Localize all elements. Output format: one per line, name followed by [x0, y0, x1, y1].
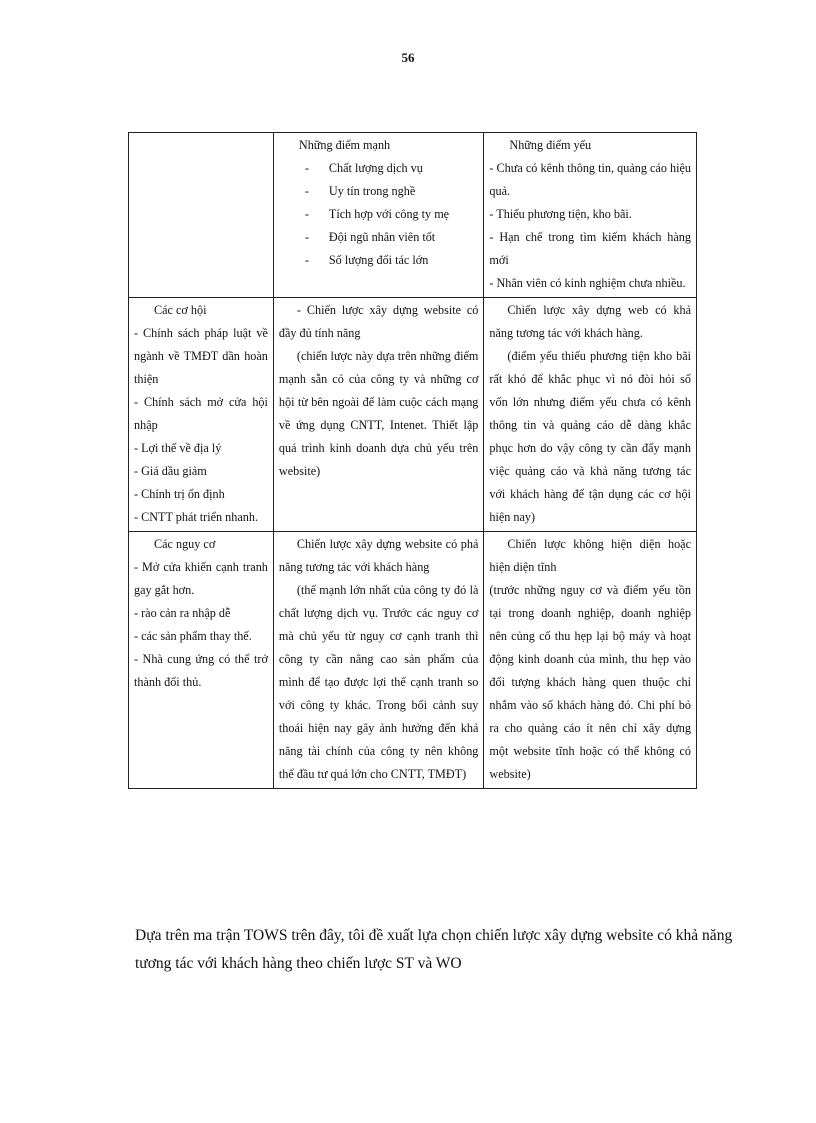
threat-item: - Mở cửa khiến cạnh tranh gay gắt hơn. [134, 560, 268, 597]
tows-matrix-table [128, 132, 697, 789]
wo-strategy-title: Chiến lược xây dựng web có khả năng tương tác với khách hàng. [489, 303, 691, 340]
conclusion-paragraph: Dựa trên ma trận TOWS trên đây, tôi đề xuất lựa chọn chiến lược xây dựng website có khả năng tương tác với khách hàng theo chiến lược ST và WO [135, 927, 733, 972]
threat-item: - các sản phẩm thay thế. [134, 629, 252, 643]
cell-opportunities [129, 298, 274, 532]
wt-strategy-text: (trước những nguy cơ và điểm yếu tồn tại trong doanh nghiệp, doanh nghiệp nên củng cố thu hẹp lại bộ máy và hoạt động kinh doanh của mình, thu hẹp vào đối tượng khách hàng quen thuộc chỉ nhắm vào số khách hàng đó. Chi phí bỏ ra cho quảng cáo ít nên chỉ xây dựng một website tĩnh hoặc có thể không có website) [489, 583, 691, 781]
table-row-threats [129, 532, 697, 789]
wo-strategy-text: (điểm yếu thiếu phương tiện kho bãi rất khó để khắc phục vì nó đòi hỏi số vốn lớn nhưng điểm yếu chưa có kênh thông tin và quảng cáo dễ dàng khắc phục hơn do vậy công ty cần đẩy mạnh việc quảng cáo và khả năng tương tác với khách hàng để tận dụng các cơ hội hiện nay) [489, 349, 691, 524]
weakness-item: - Thiếu phương tiện, kho bãi. [489, 207, 632, 221]
weakness-item: - Chưa có kênh thông tin, quảng cáo hiệu quả. [489, 161, 691, 198]
opportunity-item: - Giá dầu giảm [134, 464, 207, 478]
cell-strengths [273, 133, 483, 298]
table-row-opportunities [129, 298, 697, 532]
strength-item: - Đội ngũ nhân viên tốt [279, 226, 478, 249]
opportunities-title: Các cơ hội [154, 303, 207, 317]
so-strategy-title: - Chiến lược xây dựng website có đầy đủ tính năng [278, 303, 479, 340]
wt-strategy-title: Chiến lược không hiện diện hoặc hiện diện tĩnh [489, 537, 691, 574]
cell-st-strategy [273, 532, 483, 789]
opportunity-item: - Chính sách pháp luật về ngành về TMĐT dần hoàn thiện [134, 326, 268, 386]
threat-item: - Nhà cung ứng có thể trở thành đối thủ. [134, 652, 268, 689]
weaknesses-title: Những điểm yếu [509, 138, 592, 152]
opportunity-item: - Chính sách mở cửa hội nhập [134, 395, 268, 432]
weakness-item: - Hạn chế trong tìm kiếm khách hàng mới [489, 230, 691, 267]
cell-wt-strategy [484, 532, 697, 789]
cell-empty-corner [129, 133, 274, 298]
st-strategy-title: Chiến lược xây dựng website có phả năng tương tác với khách hàng [278, 537, 479, 574]
page-number: 56 [401, 50, 415, 65]
cell-so-strategy [273, 298, 483, 532]
st-strategy-text: (thế mạnh lớn nhất của công ty đó là chất lượng dịch vụ. Trước các nguy cơ mà chủ yếu từ nguy cơ cạnh tranh thì công ty cần nâng cao sản phẩm của mình để tạo được lợi thế cạnh tranh so với công ty khác. Trong bối cảnh suy thoái hiện nay gây ảnh hưởng đến khả năng tài chính của công ty nên không thể đầu tư quá lớn cho CNTT, TMĐT) [278, 583, 479, 781]
cell-weaknesses [484, 133, 697, 298]
strength-item: - Chất lượng dịch vụ [279, 157, 478, 180]
strength-item: - Uy tín trong nghề [279, 180, 478, 203]
opportunity-item: - CNTT phát triển nhanh. [134, 510, 258, 524]
opportunity-item: - Lợi thế về địa lý [134, 441, 222, 455]
strength-item: - Tích hợp với công ty mẹ [279, 203, 478, 226]
strength-item: - Số lượng đối tác lớn [279, 249, 478, 272]
cell-threats [129, 532, 274, 789]
threats-title: Các nguy cơ [154, 537, 216, 551]
strengths-list [279, 157, 478, 272]
weakness-item: - Nhân viên có kinh nghiệm chưa nhiều. [489, 276, 686, 290]
opportunity-item: - Chính trị ổn định [134, 487, 225, 501]
so-strategy-text: (chiến lược này dựa trên những điểm mạnh sẵn có của công ty và những cơ hội từ bên ngoài để làm cuộc cách mạng về ứng dụng CNTT, Intenet. Thiết lập quá trình kinh doanh dựa chủ yếu trên website) [278, 349, 479, 478]
cell-wo-strategy [484, 298, 697, 532]
strengths-title: Những điểm mạnh [298, 138, 391, 152]
table-row-header [129, 133, 697, 298]
threat-item: - rào cản ra nhập dễ [134, 606, 231, 620]
